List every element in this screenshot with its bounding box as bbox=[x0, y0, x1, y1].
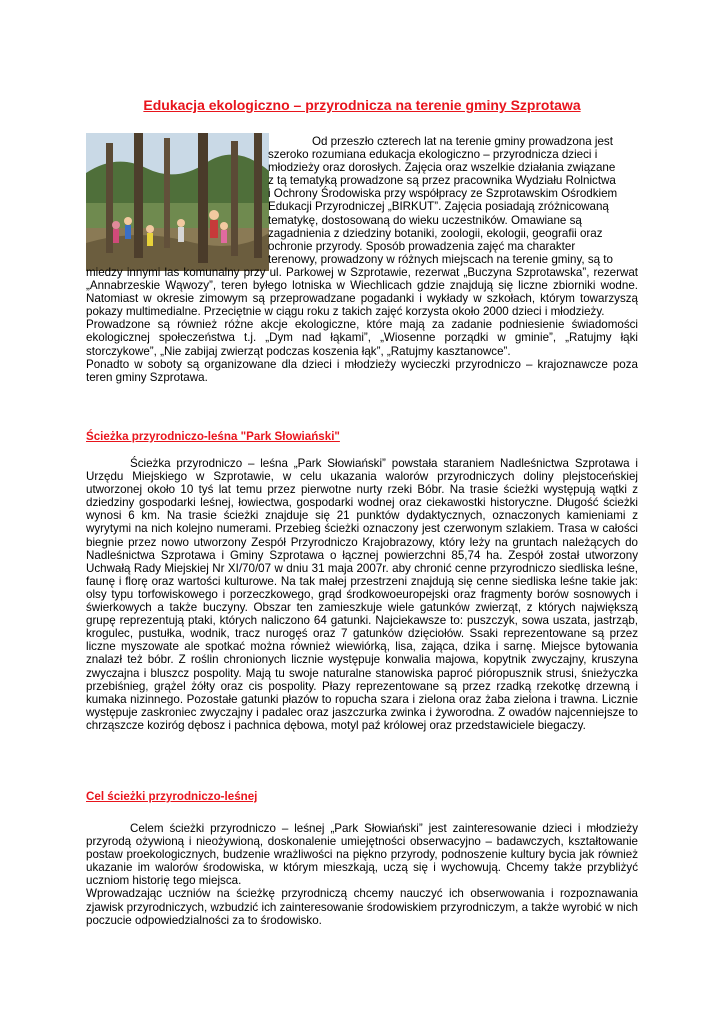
goal-paragraph-1: Celem ścieżki przyrodniczo – leśnej „Park Słowiański” jest zainteresowanie dzieci i młodzieży przyrodą ożywioną i nieożywioną, doskonalenie umiejętności obserwacyjno – badawczych, kształtowanie postaw proekologicznych, budzenie wrażliwości na piękno przyrody, podnoszenie kultury bycia jak również ukazanie im walorów środowiska, w którym mieszkają, uczą się i wychowują. Chcemy także przybliżyć uczniom historię tego miejsca. bbox=[86, 822, 638, 888]
section-park-body bbox=[86, 457, 638, 732]
intro-line: Od przeszło czterech lat na terenie gminy prowadzona jest bbox=[312, 135, 613, 148]
park-description: Ścieżka przyrodniczo – leśna „Park Słowiański” powstała staraniem Nadleśnictwa Szprotawa i Urzędu Miejskiego w Szprotawie, w celu ukazania walorów przyrodniczych doliny plejstoceńskiej utworzonej około 10 tyś lat temu przez pierwotne nurty rzeki Bóbr. Na trasie ścieżki występują wątki z dziedziny gospodarki leśnej, łowiectwa, gospodarki wodnej oraz ciekawostki historyczne. Długość ścieżki wynosi 6 km. Na trasie ścieżki znajduje się 21 punktów dydaktycznych, oznaczonych kamieniami z wyrytymi na nich kolejno numerami. Przebieg ścieżki oznaczony jest czerwonym szlakiem. Trasa w całości biegnie przez nowo utworzony Zespół Przyrodniczo Krajobrazowy, który leży na gruntach należących do Nadleśnictwa Szprotawa i Gminy Szprotawa o łącznej powierzchni 85,74 ha. Zespół został utworzony Uchwałą Rady Miejskiej Nr XI/70/07 w dniu 31 maja 2007r. aby chronić cenne przyrodniczo siedliska leśne, faunę i florę oraz wartości kulturowe. Na tak małej przestrzeni znajdują się cenne siedliska leśne takie jak: olsy typu torfowiskowego i porzeczkowego, grąd środkowoeuropejski oraz fragmenty borów sosnowych i świerkowych a także buczyny. Obszar ten zamieszkuje wiele gatunków zwierząt, z których największą grupę reprezentują ptaki, których naliczono 64 gatunki. Najciekawsze to: puszczyk, sowa uszata, jastrząb, krogulec, pustułka, wodnik, tracz nurogęś oraz 7 gatunków dzięciołów. Ssaki reprezentowane są przez liczne myszowate ale spotkać można również wiewiórką, lisa, zająca, dzika i sarnę. Miejsce bytowania znalazł też bóbr. Z roślin chronionych licznie występuje konwalia majowa, kopytnik zwyczajny, kruszyna zwyczajna i bluszcz pospolity. Mają tu swoje naturalne stanowiska paproć pióropusznik strusi, śnieżyczka przebiśnieg, grążel żółty oraz cis pospolity. Płazy reprezentowane są przez rzadką rzekotkę drzewną i kumaka nizinnego. Pozostałe gatunki płazów to ropucha szara i zielona oraz żaba zielona i trawna. Licznie występuje zaskroniec zwyczajny i padalec oraz jaszczurka zwinka i żyworodna. Z owadów najcenniejsze to chrząszcze koziróg dębosz i pachnica dębowa, motyl paź królowej oraz przedstawiciele biegaczy. bbox=[86, 457, 638, 732]
photo-illustration bbox=[86, 133, 269, 271]
intro-line: zagadnienia z dziedziny botaniki, zoologii, ekologii, geografii oraz bbox=[268, 226, 603, 240]
goal-paragraph-2: Wprowadzając uczniów na ścieżkę przyrodniczą chcemy nauczyć ich obserwowania i rozpoznawania zjawisk przyrodniczych, wzbudzić ich zainteresowanie środowiskiem przyrodniczym, a także wyrobić w nich poczucie odpowiedzialności za to środowisko. bbox=[86, 887, 638, 927]
intro-block bbox=[86, 266, 638, 384]
intro-line: tematykę, dostosowaną do wieku uczestników. Omawiane są bbox=[268, 213, 582, 227]
intro-paragraph-rest: miedzy innymi las komunalny przy ul. Parkowej w Szprotawie, rezerwat „Buczyna Szprotawska”, rezerwat „Annabrzeskie Wąwozy”, teren byłego lotniska w Wiechlicach gdzie znajdują się liczne zbiorniki wodne. Natomiast w okresie zimowym są przeprowadzane pogadanki i wykłady w szkołach, którym towarzyszą pokazy multimedialne. Przeciętnie w ciągu roku z takich zajęć korzysta około 2000 dzieci i młodzieży. bbox=[86, 266, 638, 319]
intro-line: i Ochrony Środowiska przy współpracy ze Szprotawskim Ośrodkiem bbox=[268, 187, 618, 201]
intro-line: z tą tematyką prowadzone są przez pracownika Wydziału Rolnictwa bbox=[268, 174, 616, 188]
trips-paragraph: Ponadto w soboty są organizowane dla dzieci i młodzieży wycieczki przyrodniczo – krajoznawcze poza teren gminy Szprotawa. bbox=[86, 357, 638, 384]
section-goal-body bbox=[86, 822, 638, 927]
intro-line: szeroko rozumiana edukacja ekologiczno – przyrodnicza dzieci i bbox=[268, 148, 598, 162]
section-heading-goal: Cel ścieżki przyrodniczo-leśnej bbox=[86, 790, 258, 803]
section-heading-park: Ścieżka przyrodniczo-leśna "Park Słowiański" bbox=[86, 430, 340, 443]
intro-line: młodzieży oraz dorosłych. Zajęcia oraz wszelkie działania związane bbox=[268, 161, 616, 175]
actions-paragraph: Prowadzone są również różne akcje ekologiczne, które mają za zadanie podniesienie świadomości ekologicznej społeczeństwa t.j. „Dym nad łąkami”, „Wiosenne porządki w gminie”, „Ratujmy łąki storczykowe”, „Nie zabijaj zwierząt podczas koszenia łąk”, „Ratujmy kasztanowce”. bbox=[86, 318, 638, 358]
intro-line: Edukacji Przyrodniczej „BIRKUT”. Zajęcia posiadają zróżnicowaną bbox=[268, 200, 609, 214]
document-title: Edukacja ekologiczno – przyrodnicza na terenie gminy Szprotawa bbox=[143, 97, 581, 113]
intro-line: terenowy, prowadzony w różnych miejscach na terenie gminy, są to bbox=[268, 252, 613, 266]
intro-wrapped-text bbox=[268, 135, 638, 266]
forest-children-photo bbox=[86, 133, 269, 271]
intro-line: ochronie przyrody. Sposób prowadzenia zajęć ma charakter bbox=[268, 239, 576, 253]
